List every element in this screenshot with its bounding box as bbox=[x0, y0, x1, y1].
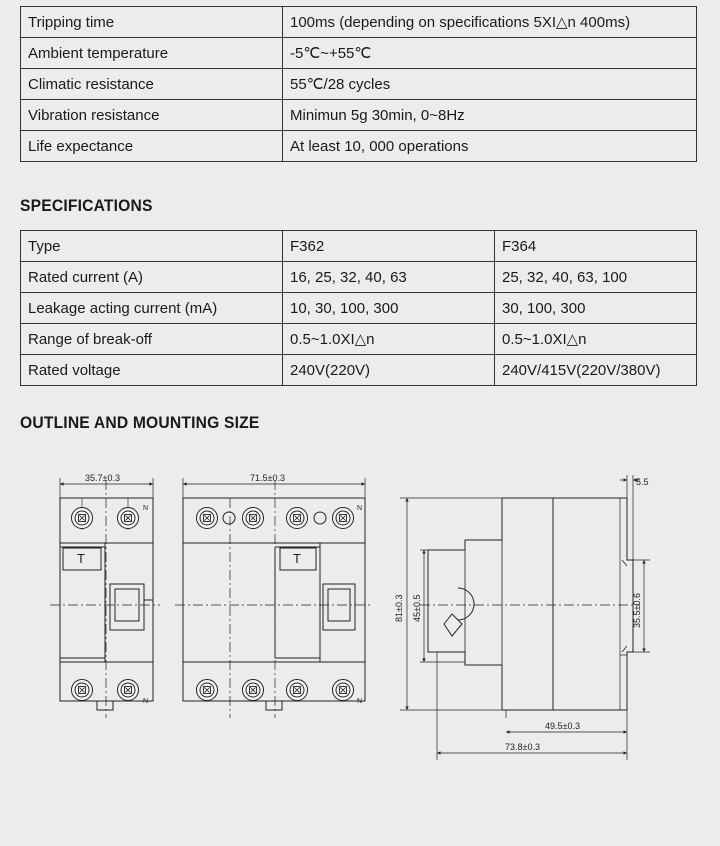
dimension-label: 35.7±0.3 bbox=[85, 473, 120, 483]
neutral-label: N bbox=[143, 505, 149, 512]
table-cell: Ambient temperature bbox=[21, 38, 283, 69]
table-row bbox=[21, 38, 697, 69]
dimension-label: 45±0.5 bbox=[412, 594, 422, 622]
table-cell: Life expectance bbox=[21, 131, 283, 162]
table-cell: 30, 100, 300 bbox=[495, 293, 697, 324]
side-view bbox=[420, 498, 640, 718]
outline-heading: OUTLINE AND MOUNTING SIZE bbox=[20, 413, 260, 432]
table-row bbox=[21, 293, 697, 324]
table-cell: -5℃~+55℃ bbox=[283, 38, 697, 69]
neutral-label: N bbox=[357, 505, 363, 512]
table-cell: Climatic resistance bbox=[21, 69, 283, 100]
table-cell: 0.5~1.0XI△n bbox=[495, 324, 697, 355]
table-row bbox=[21, 324, 697, 355]
test-button-label: T bbox=[293, 551, 301, 566]
environment-table bbox=[20, 6, 697, 162]
table-cell: F362 bbox=[283, 231, 495, 262]
table-row bbox=[21, 69, 697, 100]
table-cell: 240V/415V(220V/380V) bbox=[495, 355, 697, 386]
table-row bbox=[21, 100, 697, 131]
table-cell: F364 bbox=[495, 231, 697, 262]
table-cell: 10, 30, 100, 300 bbox=[283, 293, 495, 324]
table-cell: Range of break-off bbox=[21, 324, 283, 355]
outline-drawing bbox=[0, 460, 720, 770]
neutral-label: N bbox=[143, 698, 149, 705]
table-cell: 16, 25, 32, 40, 63 bbox=[283, 262, 495, 293]
table-row bbox=[21, 231, 697, 262]
table-row bbox=[21, 262, 697, 293]
dimension-label: 81±0.3 bbox=[394, 594, 404, 622]
neutral-label: N bbox=[357, 698, 363, 705]
table-cell: 55℃/28 cycles bbox=[283, 69, 697, 100]
table-row bbox=[21, 7, 697, 38]
dimension-label: 71.5±0.3 bbox=[250, 473, 285, 483]
table-cell: Leakage acting current (mA) bbox=[21, 293, 283, 324]
dimension-label: 35.5±0.6 bbox=[632, 593, 642, 628]
table-cell: At least 10, 000 operations bbox=[283, 131, 697, 162]
dimension-label: 5.5 bbox=[636, 477, 649, 487]
table-cell: Type bbox=[21, 231, 283, 262]
dimension-label: 49.5±0.3 bbox=[545, 721, 580, 731]
table-cell: Vibration resistance bbox=[21, 100, 283, 131]
two-pole-front-view bbox=[50, 480, 160, 718]
table-cell: Tripping time bbox=[21, 7, 283, 38]
table-cell: 240V(220V) bbox=[283, 355, 495, 386]
table-cell: 0.5~1.0XI△n bbox=[283, 324, 495, 355]
test-button-label: T bbox=[77, 551, 85, 566]
table-cell: Rated current (A) bbox=[21, 262, 283, 293]
dimension-line bbox=[400, 475, 650, 760]
specifications-heading: SPECIFICATIONS bbox=[20, 196, 153, 215]
table-row bbox=[21, 131, 697, 162]
table-cell: 100ms (depending on specifications 5XI△n 400ms) bbox=[283, 7, 697, 38]
table-cell: 25, 32, 40, 63, 100 bbox=[495, 262, 697, 293]
specifications-table bbox=[20, 230, 697, 386]
table-row bbox=[21, 355, 697, 386]
table-cell: Minimun 5g 30min, 0~8Hz bbox=[283, 100, 697, 131]
dimension-label: 73.8±0.3 bbox=[505, 742, 540, 752]
table-cell: Rated voltage bbox=[21, 355, 283, 386]
